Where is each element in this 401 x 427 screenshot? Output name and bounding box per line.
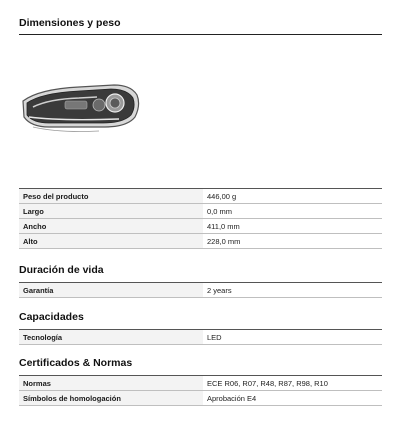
row-value: 446,00 g — [203, 189, 382, 204]
lifetime-table — [19, 282, 382, 298]
row-value: 2 years — [203, 283, 382, 298]
row-label: Peso del producto — [19, 189, 203, 204]
row-value: 0,0 mm — [203, 204, 382, 219]
row-value: Aprobación E4 — [203, 391, 382, 406]
table-row — [19, 376, 382, 391]
table-row — [19, 204, 382, 219]
headlight-image — [19, 81, 144, 141]
table-row — [19, 391, 382, 406]
row-label: Normas — [19, 376, 203, 391]
section-title-capabilities: Capacidades — [19, 311, 84, 323]
table-row — [19, 234, 382, 249]
row-label: Símbolos de homologación — [19, 391, 203, 406]
capabilities-table — [19, 329, 382, 345]
section-divider — [19, 34, 382, 35]
section-title-certificates: Certificados & Normas — [19, 357, 133, 369]
table-row — [19, 330, 382, 345]
row-value: 411,0 mm — [203, 219, 382, 234]
row-label: Alto — [19, 234, 203, 249]
row-label: Tecnología — [19, 330, 203, 345]
row-value: ECE R06, R07, R48, R87, R98, R10 — [203, 376, 382, 391]
row-label: Ancho — [19, 219, 203, 234]
table-row — [19, 219, 382, 234]
dimensions-table — [19, 188, 382, 249]
table-row — [19, 283, 382, 298]
section-title-lifetime: Duración de vida — [19, 264, 104, 276]
row-label: Largo — [19, 204, 203, 219]
row-value: 228,0 mm — [203, 234, 382, 249]
certificates-table — [19, 375, 382, 406]
table-row — [19, 189, 382, 204]
row-value: LED — [203, 330, 382, 345]
section-title-dimensions: Dimensiones y peso — [19, 17, 121, 29]
row-label: Garantía — [19, 283, 203, 298]
